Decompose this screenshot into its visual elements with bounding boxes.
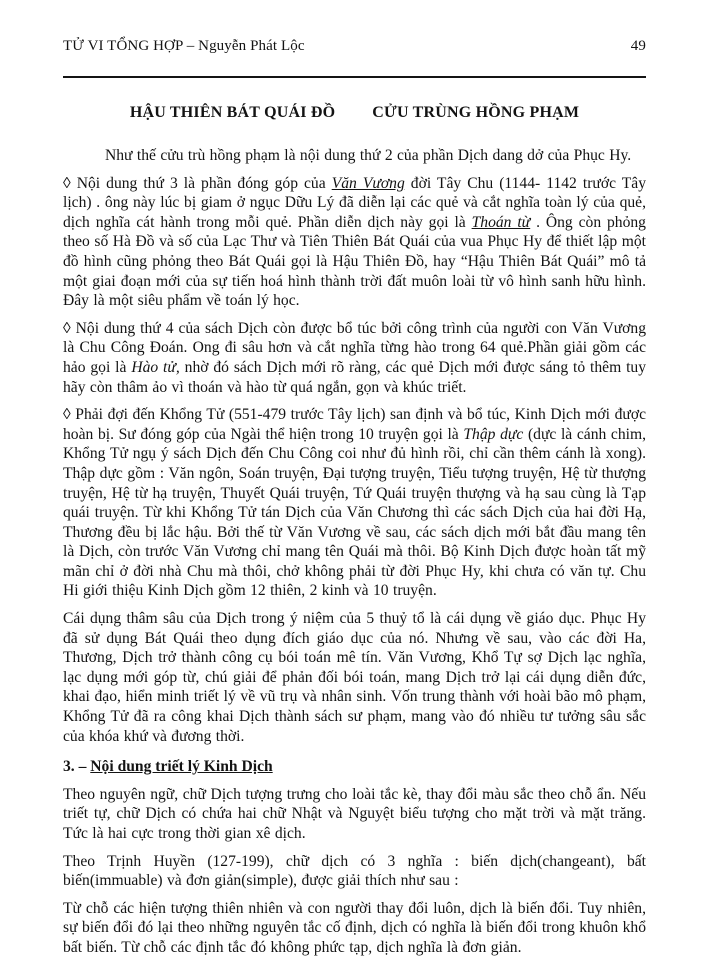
section-heading-3 bbox=[63, 757, 646, 777]
paragraph-noi-dung-3 bbox=[63, 174, 646, 311]
header-divider bbox=[63, 76, 646, 78]
chapter-title-left: HẬU THIÊN BÁT QUÁI ĐỒ bbox=[129, 104, 336, 121]
paragraph-trinh-huyen: Theo Trịnh Huyền (127-199), chữ dịch có 3 nghĩa : biến dịch(changeant), bất biến(immuable) và đơn giản(simple), được giải thích như sau : bbox=[63, 852, 646, 890]
text-run: nhờ đó sách Dịch mới rõ ràng, các quẻ Dịch mới được sáng tỏ thêm tuy hãy còn thâm ảo vì thoán và hào từ quá ngắn, gọn và khúc triết. bbox=[63, 358, 646, 396]
section-number: 3. – bbox=[63, 758, 91, 776]
body-text bbox=[63, 146, 646, 958]
text-run: ◊ Phải đợi đến Khổng Tử (551-479 trước Tây lịch) san định và bổ túc, Kinh Dịch mới được hoàn bị. Sư đóng góp của Ngài thể hiện trong 10 truyện gọi là bbox=[63, 406, 646, 443]
paragraph-cai-dung: Cái dụng thâm sâu của Dịch trong ý niệm của 5 thuỷ tổ là cái dụng về giáo dục. Phục Hy đã sử dụng Bát Quái theo dụng đích giáo dục của nó. Nhưng về sau, vào các đời Ha, Thương, Dịch trở thành công cụ bói toán mê tín. Văn Vương, Khổ Tự sợ Dịch lạc nghĩa, lạc dụng mới góp từ, chú giải để phản đối bói toán, mang Dịch trở lại cái dụng diễn đức, khai đạo, hiển minh triết lý về vũ trụ và nhân sinh. Vốn trung thành với hoài bão mô phạm, Khổng Tử đã ra công khai Dịch thành sách sư phạm, mang vào đó nhiều tư tưởng sâu sắc của khóa khứ và đương thời. bbox=[63, 610, 646, 745]
chapter-title bbox=[63, 104, 646, 122]
paragraph-khong-tu bbox=[63, 405, 646, 601]
running-title: TỬ VI TỔNG HỢP – Nguyễn Phát Lộc bbox=[63, 38, 305, 54]
text-run: ◊ Nội dung thứ 3 là phần đóng góp của bbox=[63, 174, 332, 192]
page-number: 49 bbox=[630, 38, 646, 54]
page-header bbox=[63, 38, 646, 55]
text-run: ◊ Nội dung thứ 4 của sách Dịch còn được bổ túc bởi công trình của người con Văn Vương là Chu Công Đoán. Ong đi sâu hơn và cắt nghĩa từng hào trong 64 quẻ.Phần giải gồm các hảo gọi là bbox=[63, 319, 646, 376]
paragraph-nguyen-ngu: Theo nguyên ngữ, chữ Dịch tượng trưng cho loài tắc kè, thay đổi màu sắc theo chỗ ẩn. Nếu triết tự, chữ Dịch có chứa hai chữ Nhật và Nguyệt biểu tượng cho mặt trời và mặt trăng. Tức là hai cực trong thời gian xê dịch. bbox=[63, 785, 646, 842]
text-run: . Ông còn phỏng theo số Hà Đồ và số của Lạc Thư và Tiên Thiên Bát Quái của vua Phục Hy để thiết lập một đồ hình cũng phỏng theo Bát Quái gọi là Hậu Thiên Đồ, hay “Hậu Thiên Bát Quái” mô tả một giai đoạn mới của sự tiến hoá hình thành trời đất muôn loài từ vô hình sanh hữu hình. Đây là một siêu phẩm về toán lý học. bbox=[63, 213, 646, 310]
text-run-thoan-tu: Thoán từ bbox=[471, 213, 531, 231]
text-run-hao-tu: Hào tử, bbox=[131, 358, 180, 376]
paragraph-tu-cho: Từ chỗ các hiện tượng thiên nhiên và con người thay đổi luôn, dịch là biến đổi. Tuy nhiên, sự biến đổi đó lại theo những nguyên tắc cố định, dịch có nghĩa là biến đổi trong khuôn khổ bất biến. Từ chỗ các định tắc đó không phức tạp, dịch nghĩa là đơn giản. bbox=[63, 899, 646, 956]
chapter-title-right: CỬU TRÙNG HỒNG PHẠM bbox=[372, 104, 580, 121]
intro-paragraph: Như thế cửu trù hồng phạm là nội dung thứ 2 của phần Dịch dang dở của Phục Hy. bbox=[105, 147, 632, 164]
text-run-van-vuong: Văn Vương bbox=[331, 174, 405, 192]
text-run: đời Tây Chu (1144- 1142 trước Tây lịch) . ông này lúc bị giam ở ngục Dữu Lý đã diễn lại các quẻ và cắt nghĩa toàn lý của quẻ, dịch nghĩa cát hành trong mỗi quẻ. Phần diễn dịch này gọi là bbox=[63, 174, 646, 231]
section-title: Nội dung triết lý Kinh Dịch bbox=[90, 758, 273, 776]
text-run-thap-duc: Thập dực bbox=[463, 425, 524, 443]
text-run: (dực là cánh chim, Khổng Tử ngụ ý sách Dịch đến Chu Công coi như đủ hình rồi, chỉ cần thêm cánh là xong). Thập dực gồm : Văn ngôn, Soán truyện, Đại tượng truyện, Tiểu tượng truyện, Hệ từ thượng truyện, Hệ từ hạ truyện, Thuyết Quái truyện, Tứ Quái truyện thượng và hạ sau cùng là Tạp quái truyện. Từ khi Khổng Tử tán Dịch của Văn Chương thì các sách Dịch của hai đời Hạ, Thương đều bị lắc hậu. Bởi thế từ Văn Vương về sau, các sách dịch mới bắt đầu mang tên là Dịch, còn trước Văn Vương chỉ mang tên Quái mà thôi. Bộ Kinh Dịch được hoàn tất mỹ mãn chỉ ở đời nhà Chu mà thôi, chở không phải từ đời Phục Hy, khi chưa có văn tự. Chu Hi giới thiệu Kinh Dịch gồm 12 thiên, 2 kinh và 10 truyện. bbox=[63, 425, 647, 600]
paragraph-noi-dung-4 bbox=[63, 319, 646, 397]
